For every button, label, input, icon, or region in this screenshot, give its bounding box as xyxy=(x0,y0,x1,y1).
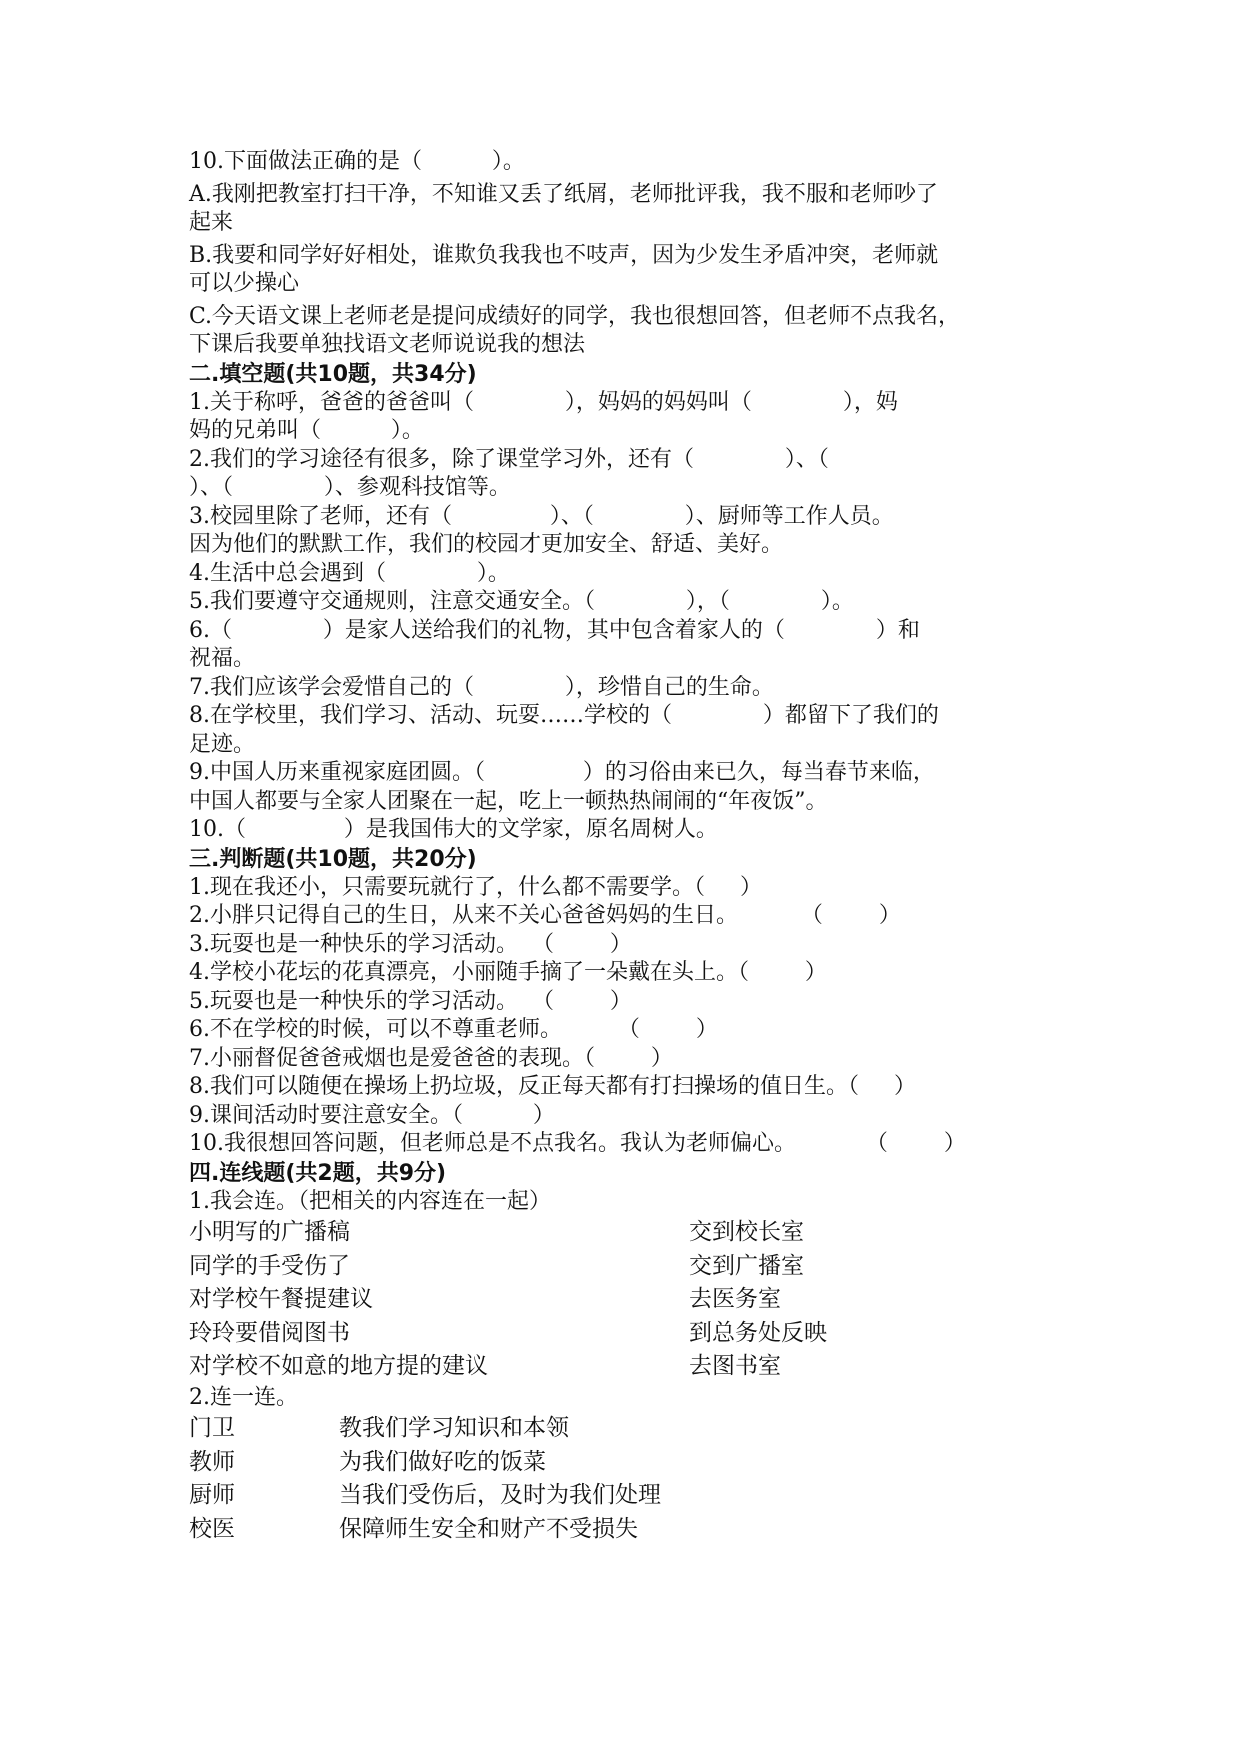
judge-section xyxy=(189,845,1069,1159)
judge-line: 6.不在学校的时候，可以不尊重老师。 （ ） xyxy=(189,1017,718,1042)
option-a-line-2: 起来 xyxy=(189,210,234,235)
option-b-line-1: B.我要和同学好好相处，谁欺负我我也不吱声，因为少发生矛盾冲突，老师就 xyxy=(189,242,939,268)
fill-line: 3.校园里除了老师，还有（ ）、（ ）、厨师等工作人员。 xyxy=(189,503,894,529)
match-question-1-stem: 1.我会连。（把相关的内容连在一起） xyxy=(189,1188,551,1214)
judge-line: 7.小丽督促爸爸戒烟也是爱爸爸的表现。（ ） xyxy=(189,1045,673,1071)
fill-line: ）、（ ）、参观科技馆等。 xyxy=(189,475,511,500)
match-left-item: 小明写的广播稿 xyxy=(189,1219,350,1245)
match-right-item: 去图书室 xyxy=(689,1353,781,1379)
match-row xyxy=(189,1446,1069,1480)
option-c xyxy=(189,303,1069,360)
option-a-line-1: A.我刚把教室打扫干净，不知谁又丢了纸屑，老师批评我，我不服和老师吵了 xyxy=(189,181,938,207)
match-right-item: 为我们做好吃的饭菜 xyxy=(339,1448,546,1475)
match-left-item: 教师 xyxy=(189,1448,235,1475)
fill-line: 妈的兄弟叫（ ）。 xyxy=(189,418,424,443)
fill-line: 5.我们要遵守交通规则，注意交通安全。（ ），（ ）。 xyxy=(189,589,854,614)
match-right-item: 交到校长室 xyxy=(689,1219,804,1245)
match-question-2-stem: 2.连一连。 xyxy=(189,1384,298,1410)
question-stem: 10.下面做法正确的是（ ）。 xyxy=(189,149,525,174)
match-right-item: 保障师生安全和财产不受损失 xyxy=(339,1515,638,1542)
option-b-line-2: 可以少操心 xyxy=(189,271,300,296)
match-row xyxy=(189,1350,1069,1384)
judge-line: 3.玩耍也是一种快乐的学习活动。 （ ） xyxy=(189,931,632,957)
match-left-item: 门卫 xyxy=(189,1415,235,1441)
match-right-item: 到总务处反映 xyxy=(689,1319,827,1346)
fill-line: 2.我们的学习途径有很多，除了课堂学习外，还有（ ）、（ xyxy=(189,446,829,472)
fill-line: 因为他们的默默工作，我们的校园才更加安全、舒适、美好。 xyxy=(189,532,784,557)
fill-line: 8.在学校里，我们学习、活动、玩耍……学校的（ ）都留下了我们的 xyxy=(189,703,939,728)
fill-line: 祝福。 xyxy=(189,646,256,671)
match-left-item: 校医 xyxy=(189,1515,235,1542)
worksheet-page xyxy=(189,148,1069,1546)
judge-line: 1.现在我还小，只需要玩就行了，什么都不需要学。（ ） xyxy=(189,874,762,900)
match-row xyxy=(189,1317,1069,1351)
judge-line: 9.课间活动时要注意安全。（ ） xyxy=(189,1102,555,1128)
match-section-heading: 四.连线题(共2题，共9分) xyxy=(189,1160,447,1186)
fill-line: 1.关于称呼，爸爸的爸爸叫（ ），妈妈的妈妈叫（ ），妈 xyxy=(189,389,898,415)
match-row xyxy=(189,1250,1069,1284)
match-row xyxy=(189,1283,1069,1317)
judge-line: 10.我很想回答问题，但老师总是不点我名。我认为老师偏心。 （ ） xyxy=(189,1131,966,1156)
match-right-item: 当我们受伤后，及时为我们处理 xyxy=(339,1482,661,1508)
option-c-line-1: C.今天语文课上老师老是提问成绩好的同学，我也很想回答，但老师不点我名， xyxy=(189,303,961,329)
match-row xyxy=(189,1216,1069,1250)
option-c-line-2: 下课后我要单独找语文老师说说我的想法 xyxy=(189,332,586,357)
match-left-item: 对学校午餐提建议 xyxy=(189,1286,373,1312)
fill-line: 7.我们应该学会爱惜自己的（ ），珍惜自己的生命。 xyxy=(189,674,774,700)
judge-line: 2.小胖只记得自己的生日，从来不关心爸爸妈妈的生日。 （ ） xyxy=(189,903,901,928)
match-left-item: 厨师 xyxy=(189,1482,235,1508)
fill-line: 中国人都要与全家人团聚在一起，吃上一顿热热闹闹的“年夜饭”。 xyxy=(189,788,828,814)
question-10 xyxy=(189,148,1069,360)
match-row xyxy=(189,1412,1069,1446)
match-section xyxy=(189,1159,1069,1547)
match-row xyxy=(189,1513,1069,1547)
fill-section xyxy=(189,360,1069,845)
judge-line: 4.学校小花坛的花真漂亮，小丽随手摘了一朵戴在头上。（ ） xyxy=(189,960,827,985)
fill-section-heading: 二.填空题(共10题，共34分) xyxy=(189,361,477,387)
match-right-item: 去医务室 xyxy=(689,1286,781,1312)
fill-line: 10.（ ）是我国伟大的文学家，原名周树人。 xyxy=(189,817,718,842)
match-right-item: 教我们学习知识和本领 xyxy=(339,1415,569,1441)
fill-line: 4.生活中总会遇到（ ）。 xyxy=(189,560,510,586)
fill-line: 9.中国人历来重视家庭团圆。（ ）的习俗由来已久，每当春节来临， xyxy=(189,760,935,785)
match-left-item: 同学的手受伤了 xyxy=(189,1252,350,1279)
fill-line: 6.（ ）是家人送给我们的礼物，其中包含着家人的（ ）和 xyxy=(189,617,920,643)
match-left-item: 对学校不如意的地方提的建议 xyxy=(189,1353,488,1379)
option-b xyxy=(189,242,1069,299)
judge-section-heading: 三.判断题(共10题，共20分) xyxy=(189,846,477,872)
fill-line: 足迹。 xyxy=(189,731,256,757)
match-right-item: 交到广播室 xyxy=(689,1252,804,1279)
match-row xyxy=(189,1479,1069,1513)
judge-line: 5.玩耍也是一种快乐的学习活动。 （ ） xyxy=(189,988,632,1014)
judge-line: 8.我们可以随便在操场上扔垃圾，反正每天都有打扫操场的值日生。（ ） xyxy=(189,1074,916,1099)
match-left-item: 玲玲要借阅图书 xyxy=(189,1319,350,1346)
option-a xyxy=(189,181,1069,238)
